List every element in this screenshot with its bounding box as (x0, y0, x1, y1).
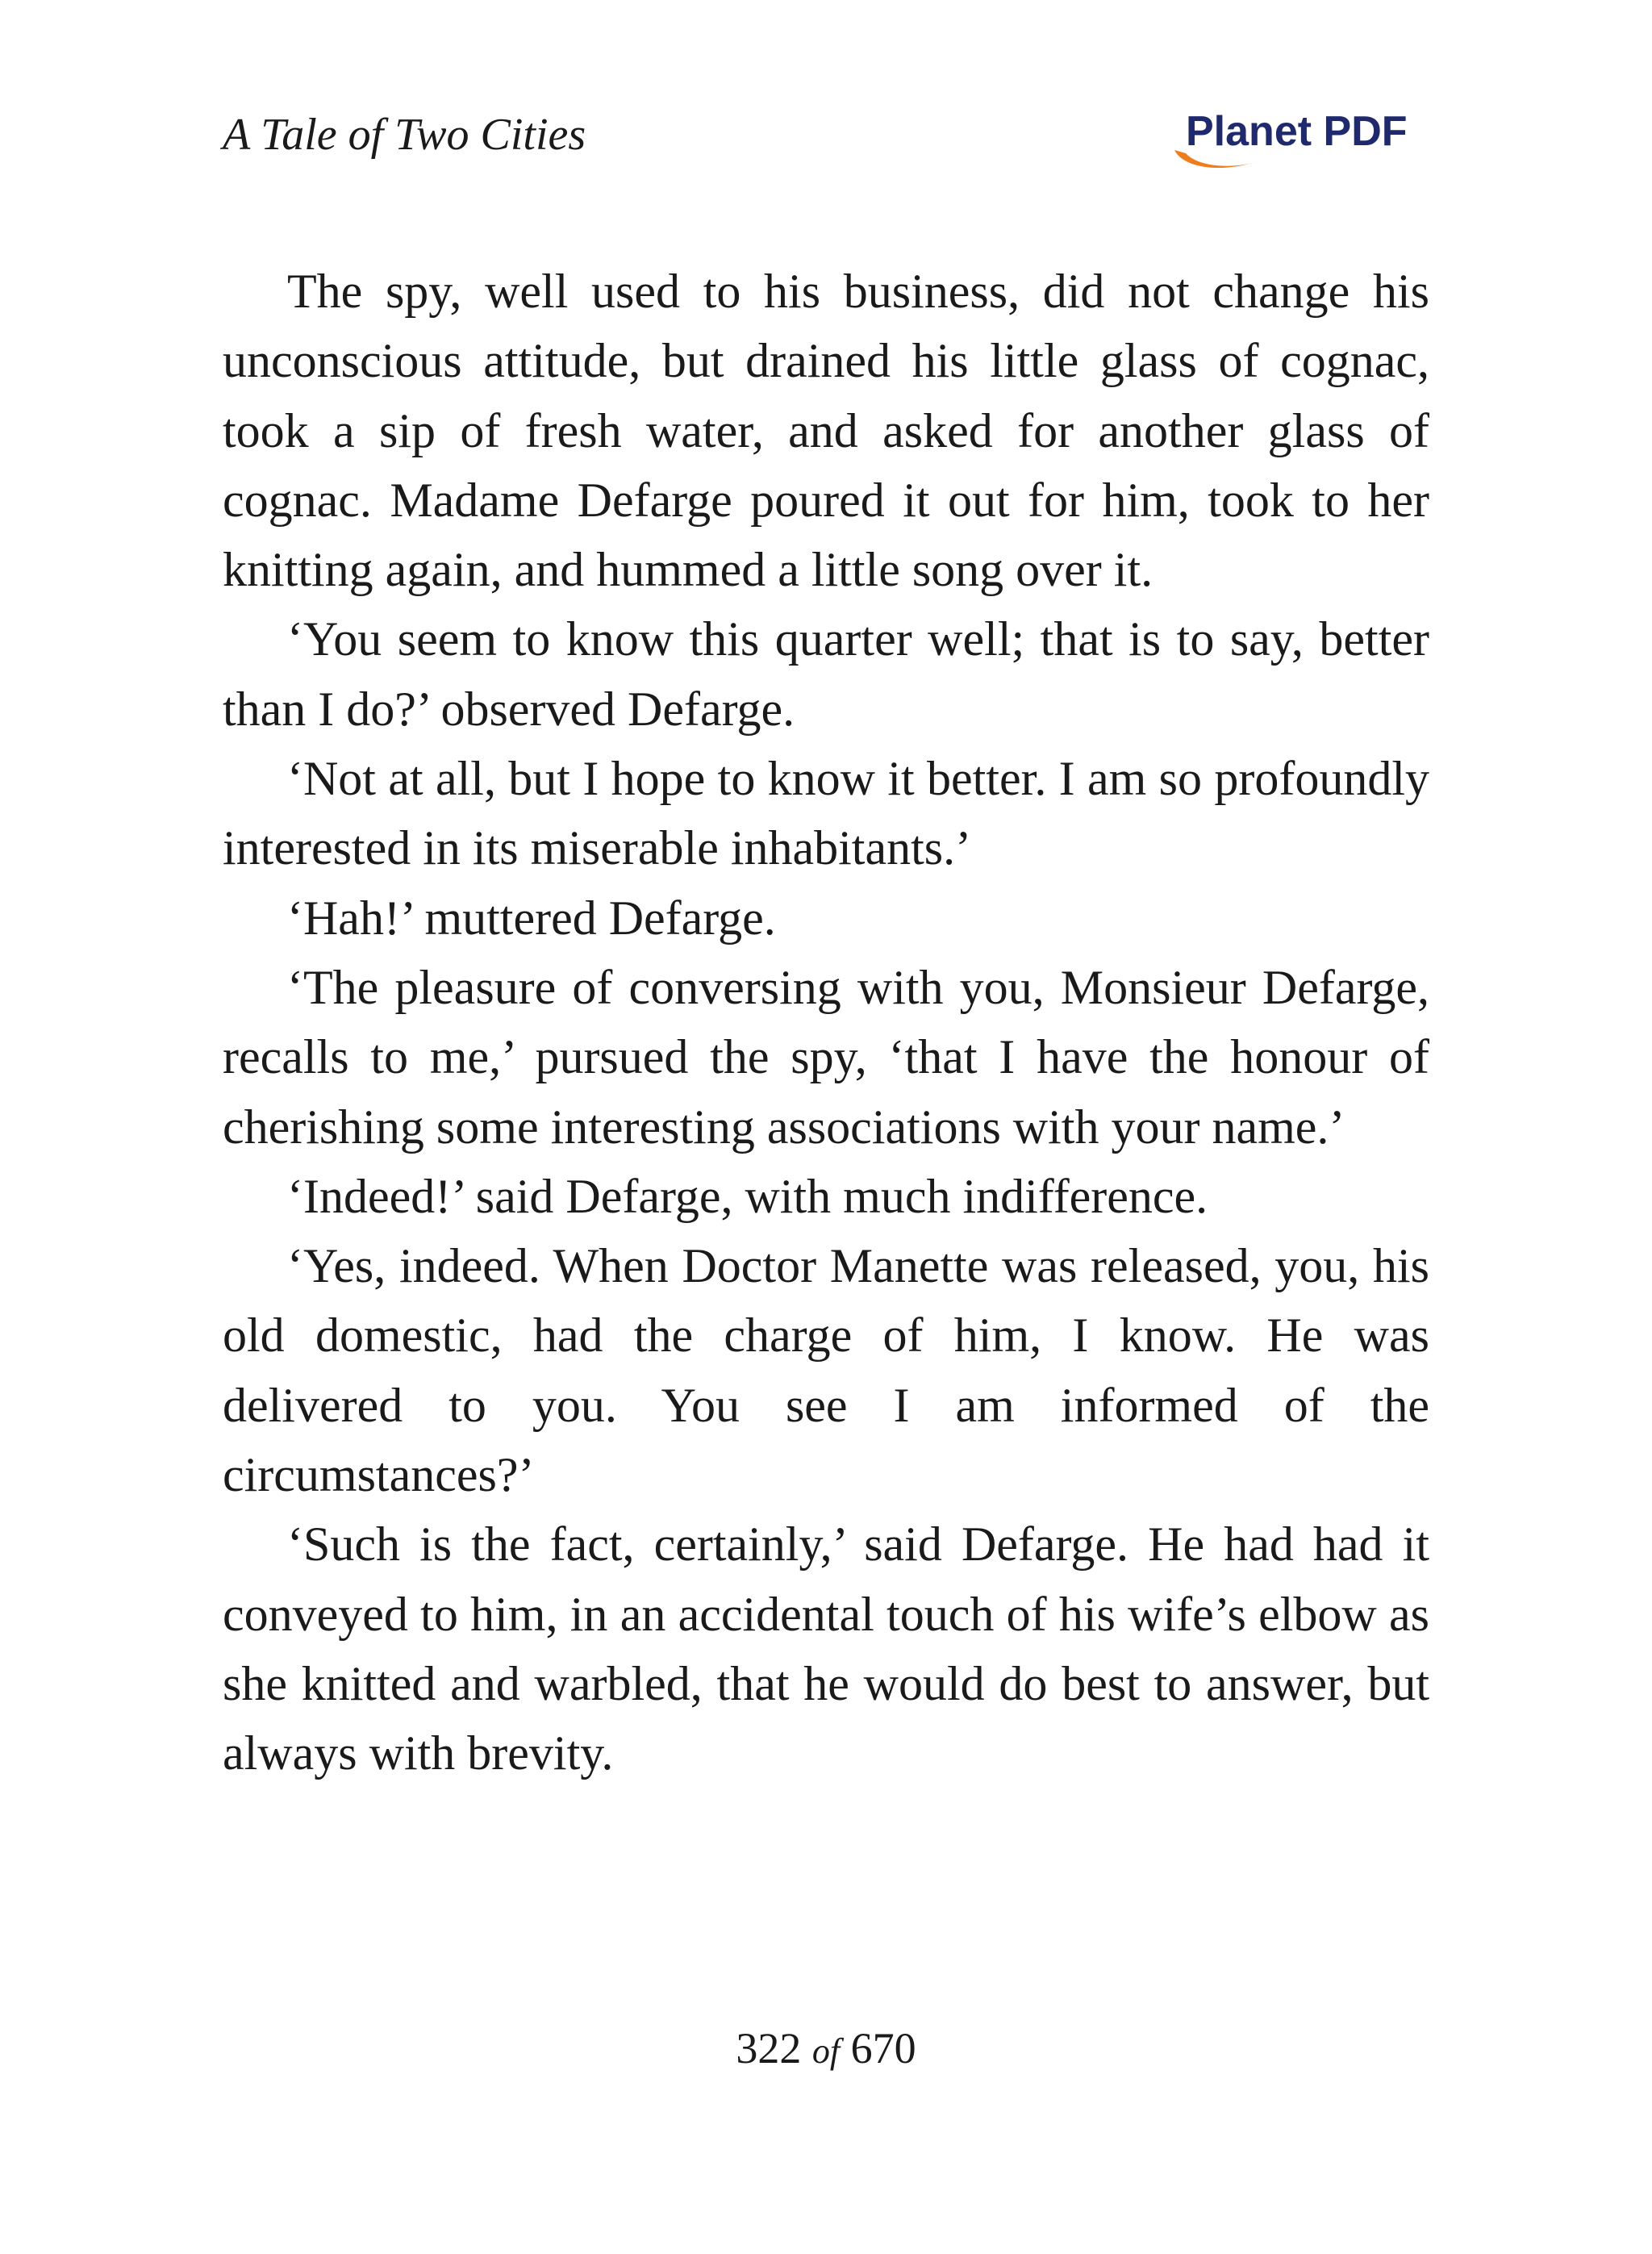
page-header (0, 0, 1652, 177)
paragraph: ‘Not at all, but I hope to know it better. I am so profoundly interested in its miserable inhabitants.’ (223, 752, 1429, 875)
logo-word-planet: Planet (1186, 108, 1312, 155)
current-page: 322 (736, 2024, 802, 2072)
book-title: A Tale of Two Cities (223, 110, 586, 160)
page-of-word: of (811, 2031, 841, 2071)
paragraph: ‘Hah!’ muttered Defarge. (287, 891, 776, 945)
paragraph: ‘Yes, indeed. When Doctor Manette was released, you, his old domestic, had the charge of him, I know. He was delivered to you. You see I am informed of the circumstances?’ (223, 1239, 1429, 1502)
paragraph: ‘Indeed!’ said Defarge, with much indifference. (287, 1169, 1208, 1223)
total-pages: 670 (850, 2024, 916, 2072)
logo-text (1186, 105, 1408, 158)
planet-pdf-logo (1168, 103, 1426, 176)
paragraph: ‘You seem to know this quarter well; that is to say, better than I do?’ observed Defarge. (223, 612, 1429, 736)
paragraph: ‘The pleasure of conversing with you, Monsieur Defarge, recalls to me,’ pursued the spy, ‘that I have the honour of cherishing some interesting associations with your name.’ (223, 960, 1429, 1154)
paragraph: The spy, well used to his business, did not change his unconscious attitude, but drained his little glass of cognac, took a sip of fresh water, and asked for another glass of cognac. Madame Defarge poured it out for him, took to her knitting again, and hummed a little song over it. (223, 265, 1429, 597)
paragraph: ‘Such is the fact, certainly,’ said Defarge. He had had it conveyed to him, in an accidental touch of his wife’s elbow as she knitted and warbled, that he would do best to answer, but always with brevity. (223, 1517, 1429, 1780)
page-body (223, 257, 1429, 1789)
logo-word-pdf: PDF (1323, 108, 1408, 155)
page-number (0, 2020, 1652, 2080)
